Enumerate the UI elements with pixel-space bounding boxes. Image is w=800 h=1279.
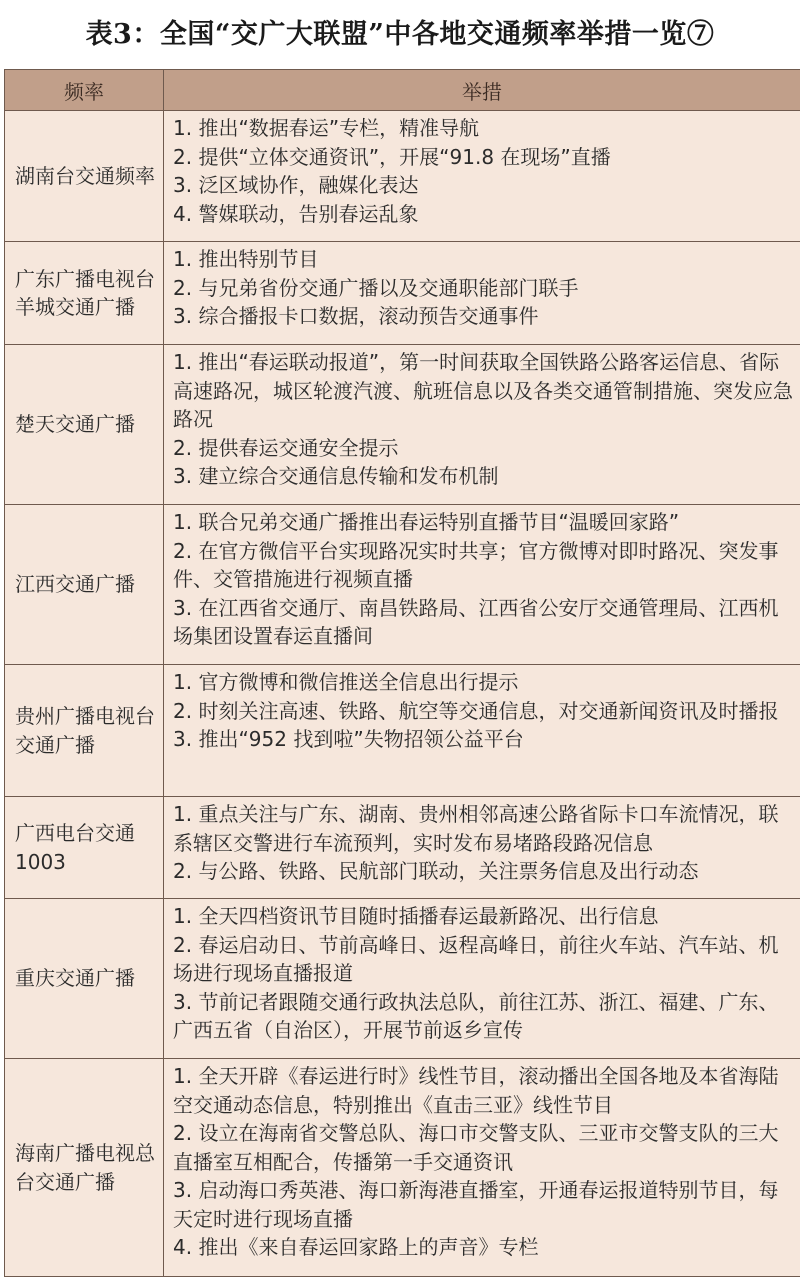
frequency-cell: 重庆交通广播 — [5, 899, 164, 1059]
measure-item: 2. 与公路、铁路、民航部门联动，关注票务信息及出行动态 — [173, 859, 699, 883]
measure-item: 1. 推出“数据春运”专栏，精准导航 — [173, 116, 480, 140]
measures-cell — [164, 345, 800, 505]
table-row — [5, 1059, 800, 1277]
frequency-cell: 海南广播电视总台交通广播 — [5, 1059, 164, 1277]
frequency-cell: 楚天交通广播 — [5, 345, 164, 505]
measure-item: 3. 节前记者跟随交通行政执法总队，前往江苏、浙江、福建、广东、广西五省（自治区），开展节前返乡宣传 — [173, 989, 779, 1042]
measure-item: 2. 设立在海南省交警总队、海口市交警支队、三亚市交警支队的三大直播室互相配合，传播第一手交通资讯 — [173, 1121, 779, 1174]
measure-item: 2. 春运启动日、节前高峰日、返程高峰日，前往火车站、汽车站、机场进行现场直播报道 — [173, 932, 779, 985]
measure-item: 4. 推出《来自春运回家路上的声音》专栏 — [173, 1235, 539, 1259]
measures-cell — [164, 111, 800, 242]
header-frequency: 频率 — [5, 70, 164, 111]
frequency-cell: 贵州广播电视台交通广播 — [5, 665, 164, 797]
measure-item: 1. 全天四档资讯节目随时插播春运最新路况、出行信息 — [173, 904, 659, 928]
measure-item: 2. 提供春运交通安全提示 — [173, 435, 399, 460]
table-row — [5, 345, 800, 505]
measures-cell — [164, 505, 800, 665]
measure-item: 3. 在江西省交通厅、南昌铁路局、江西省公安厅交通管理局、江西机场集团设置春运直播间 — [173, 595, 779, 648]
header-row — [5, 70, 800, 111]
measure-item: 3. 推出“952 找到啦”失物招领公益平台 — [173, 727, 524, 751]
measures-cell — [164, 797, 800, 899]
table-row — [5, 797, 800, 899]
measure-item: 3. 泛区域协作，融媒化表达 — [173, 173, 419, 197]
measures-table — [4, 69, 800, 1277]
table-row — [5, 505, 800, 665]
measure-item: 3. 建立综合交通信息传输和发布机制 — [173, 464, 499, 488]
measure-item: 1. 全天开辟《春运进行时》线性节目，滚动播出全国各地及本省海陆空交通动态信息，特别推出《直击三亚》线性节目 — [173, 1064, 779, 1117]
measure-item: 3. 启动海口秀英港、海口新海港直播室，开通春运报道特别节目，每天定时进行现场直播 — [173, 1178, 779, 1231]
table-row — [5, 665, 800, 797]
table-row — [5, 242, 800, 345]
measure-item: 2. 提供“立体交通资讯”，开展“91.8 在现场”直播 — [173, 144, 611, 169]
measure-item: 2. 与兄弟省份交通广播以及交通职能部门联手 — [173, 275, 579, 300]
measure-item: 3. 综合播报卡口数据，滚动预告交通事件 — [173, 304, 539, 328]
measures-cell — [164, 665, 800, 797]
frequency-cell: 江西交通广播 — [5, 505, 164, 665]
measure-item: 4. 警媒联动，告别春运乱象 — [173, 201, 419, 226]
table-row — [5, 111, 800, 242]
table-row — [5, 899, 800, 1059]
header-measures: 举措 — [164, 70, 800, 111]
measures-cell — [164, 899, 800, 1059]
measure-item: 1. 推出“春运联动报道”，第一时间获取全国铁路公路客运信息、省际高速路况，城区轮渡汽渡、航班信息以及各类交通管制措施、突发应急路况 — [173, 350, 793, 431]
measures-cell — [164, 242, 800, 345]
frequency-cell: 广西电台交通1003 — [5, 797, 164, 899]
measure-item: 1. 推出特别节目 — [173, 247, 319, 271]
measure-item: 1. 官方微博和微信推送全信息出行提示 — [173, 670, 519, 694]
frequency-cell: 广东广播电视台羊城交通广播 — [5, 242, 164, 345]
measure-item: 2. 在官方微信平台实现路况实时共享；官方微博对即时路况、突发事件、交管措施进行视频直播 — [173, 538, 779, 591]
table-title: 表3：全国“交广大联盟”中各地交通频率举措一览⑦ — [85, 18, 715, 50]
measure-item: 1. 联合兄弟交通广播推出春运特别直播节目“温暖回家路” — [173, 510, 680, 534]
measure-item: 1. 重点关注与广东、湖南、贵州相邻高速公路省际卡口车流情况，联系辖区交警进行车流预判，实时发布易堵路段路况信息 — [173, 802, 779, 855]
frequency-cell: 湖南台交通频率 — [5, 111, 164, 242]
measure-item: 2. 时刻关注高速、铁路、航空等交通信息，对交通新闻资讯及时播报 — [173, 698, 779, 723]
measures-cell — [164, 1059, 800, 1277]
